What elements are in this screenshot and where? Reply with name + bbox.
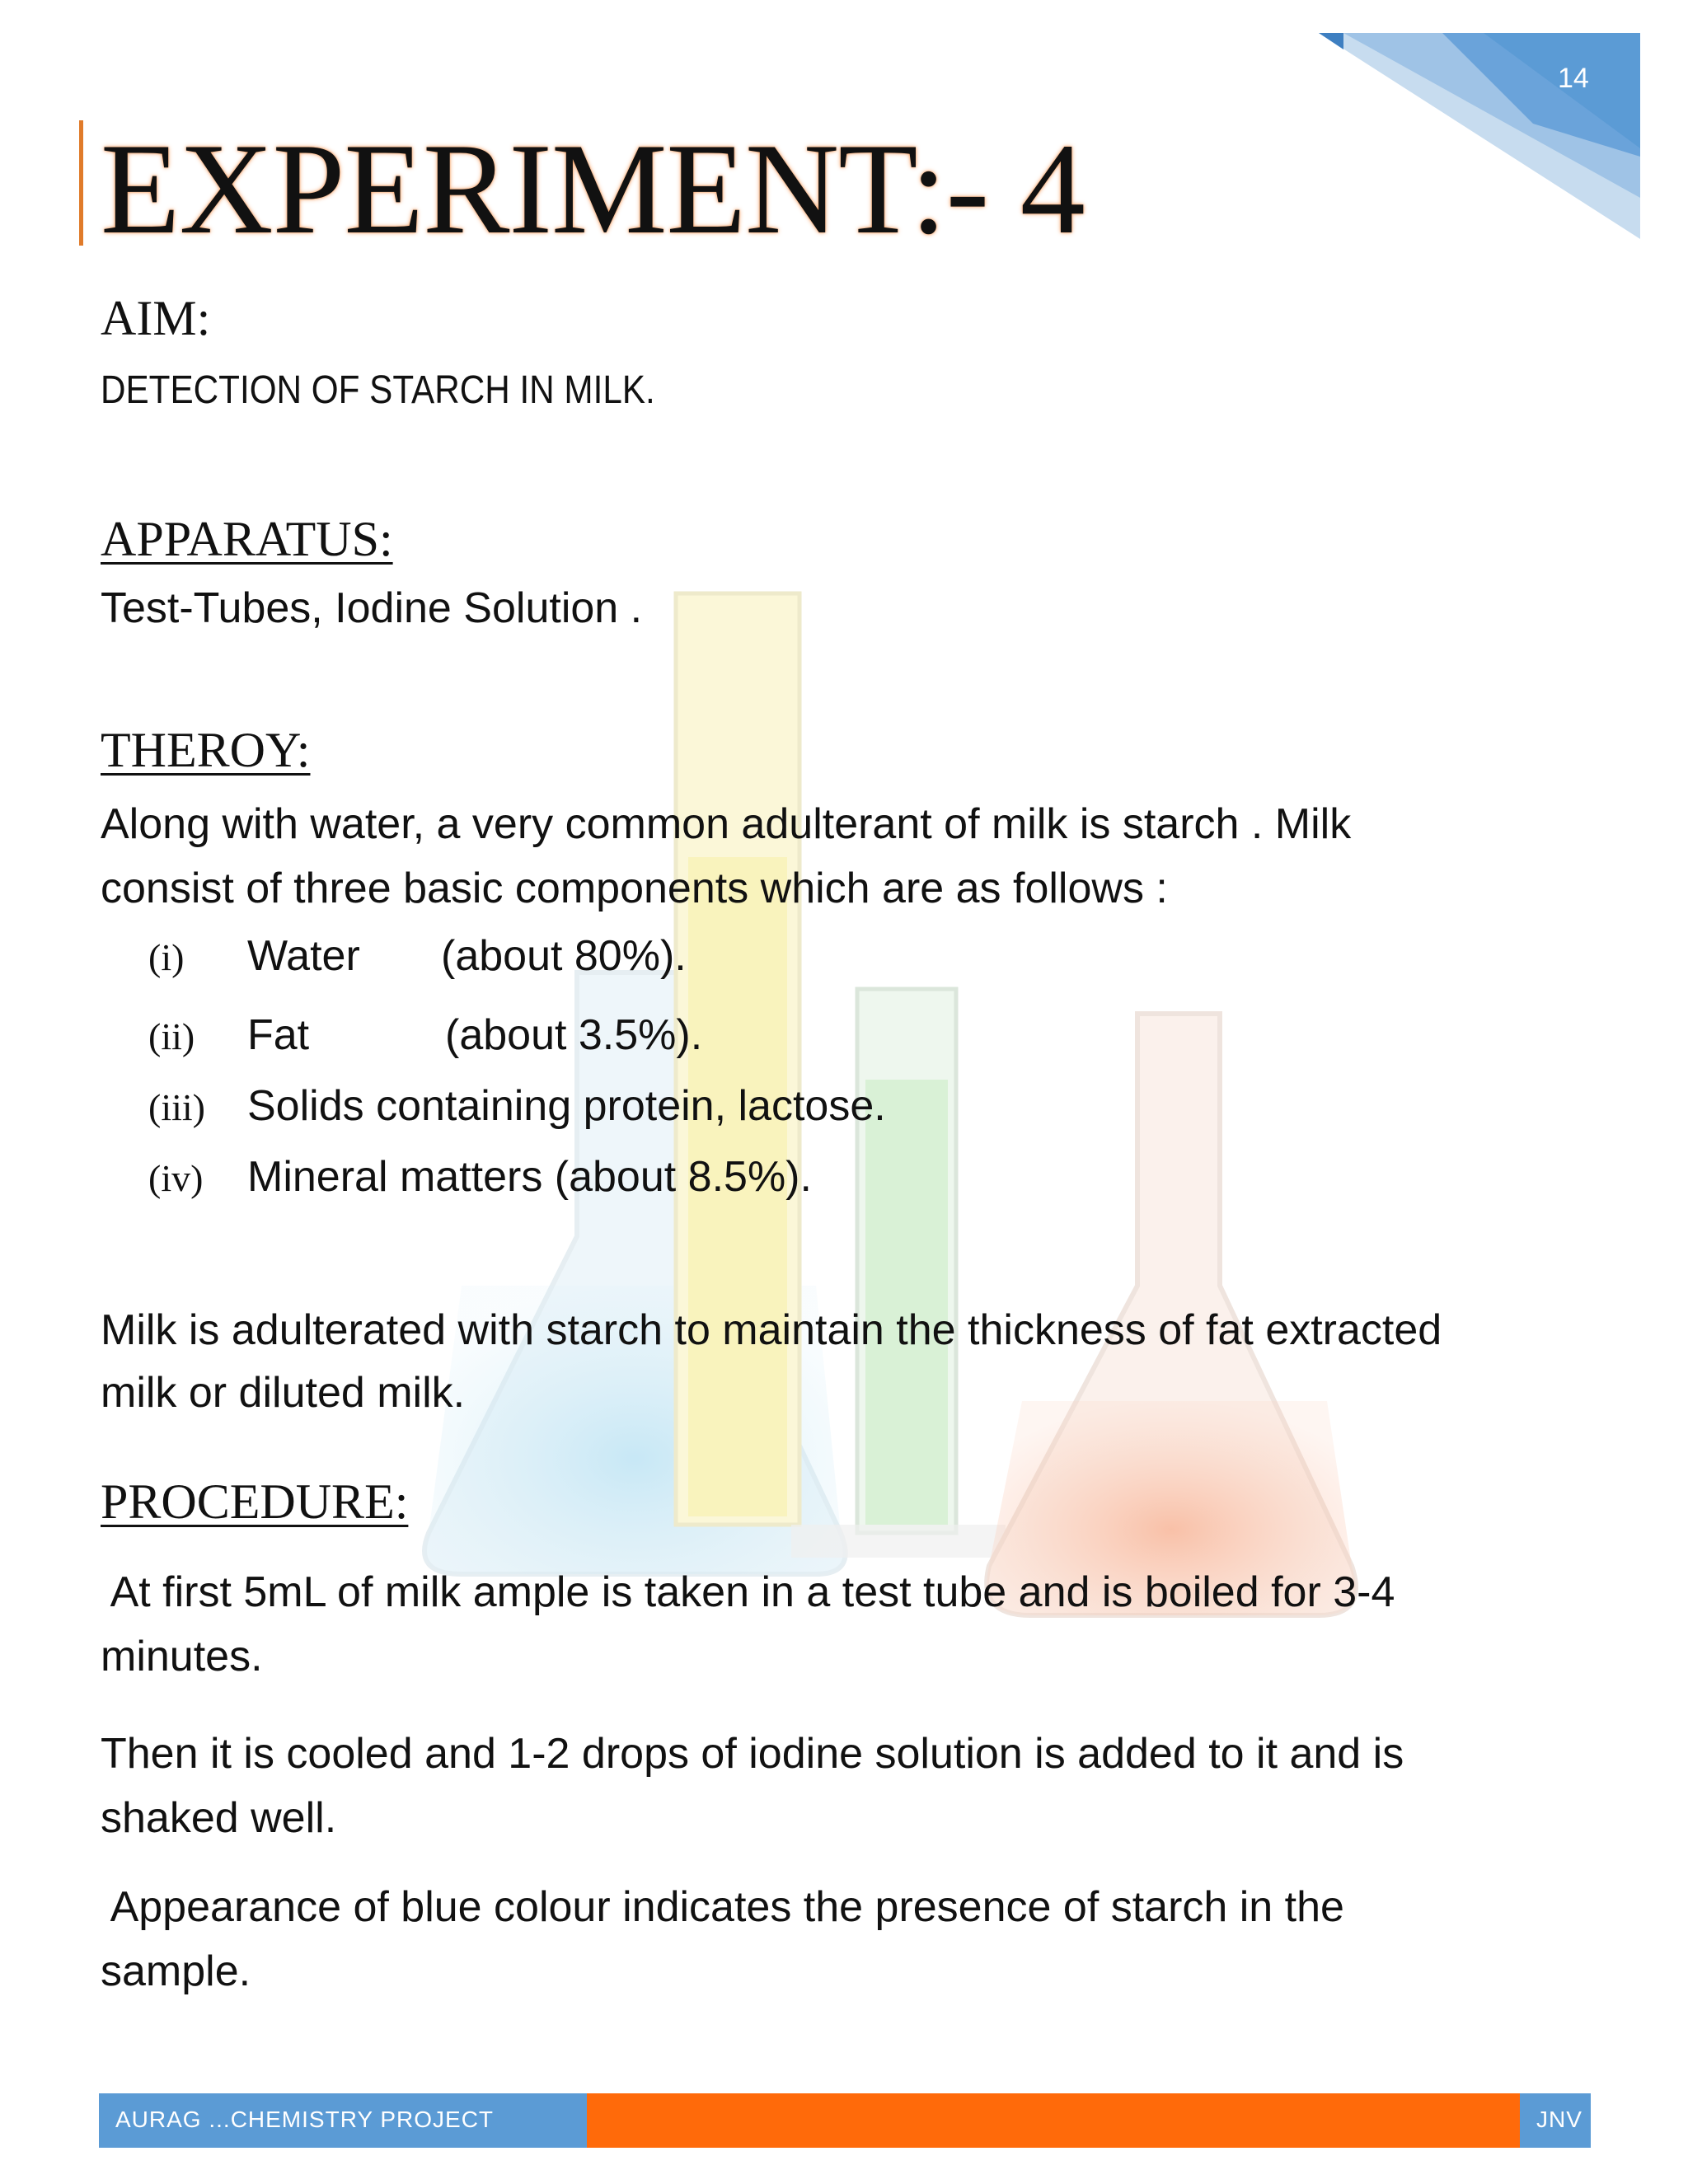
list-item: [148, 931, 687, 981]
list-number: (iii): [148, 1086, 205, 1128]
page-number: 14: [1558, 63, 1589, 94]
list-item: [148, 1081, 886, 1131]
list-label: Mineral matters (about 8.5%).: [247, 1153, 812, 1201]
apparatus-text: Test-Tubes, Iodine Solution .: [101, 584, 643, 632]
footer-middle-band: [587, 2093, 1520, 2148]
aim-heading: AIM:: [101, 291, 211, 345]
procedure-step-1-line-1: At first 5mL of milk ample is taken in a test tube and is boiled for 3-4: [101, 1568, 1395, 1616]
theory-line-2: consist of three basic components which are as follows :: [101, 865, 1168, 912]
footer-school-label: JNV: [1536, 2107, 1582, 2132]
page-title: EXPERIMENT:- 4: [101, 117, 1085, 261]
list-detail: (about 80%).: [441, 932, 687, 980]
procedure-step-3-line-2: sample.: [101, 1947, 251, 1995]
list-label: Solids containing protein, lactose.: [247, 1082, 886, 1130]
list-number: (iv): [148, 1157, 204, 1199]
list-detail: (about 3.5%).: [445, 1011, 703, 1059]
corner-decoration: [1319, 33, 1648, 247]
list-label: Fat: [247, 1011, 310, 1059]
theory-para2-line-2: milk or diluted milk.: [101, 1369, 466, 1417]
list-number: (ii): [148, 1015, 195, 1057]
list-item: [148, 1152, 812, 1202]
procedure-step-1-line-2: minutes.: [101, 1633, 263, 1680]
aim-text: DETECTION OF STARCH IN MILK.: [101, 368, 655, 412]
theory-line-1: Along with water, a very common adulterant of milk is starch . Milk: [101, 800, 1352, 848]
procedure-heading: PROCEDURE:: [101, 1474, 409, 1529]
theory-heading: THEROY:: [101, 723, 311, 777]
apparatus-heading: APPARATUS:: [101, 512, 393, 566]
procedure-step-2-line-2: shaked well.: [101, 1794, 337, 1842]
footer-project-label: AURAG ...CHEMISTRY PROJECT: [115, 2107, 495, 2132]
procedure-step-2-line-1: Then it is cooled and 1-2 drops of iodine solution is added to it and is: [101, 1730, 1404, 1778]
list-number: (i): [148, 936, 185, 978]
list-label: Water: [247, 932, 360, 980]
theory-para2-line-1: Milk is adulterated with starch to maintain the thickness of fat extracted: [101, 1306, 1442, 1354]
list-item: [148, 1010, 702, 1060]
procedure-step-3-line-1: Appearance of blue colour indicates the presence of starch in the: [101, 1883, 1344, 1931]
title-accent-bar: [79, 120, 83, 246]
